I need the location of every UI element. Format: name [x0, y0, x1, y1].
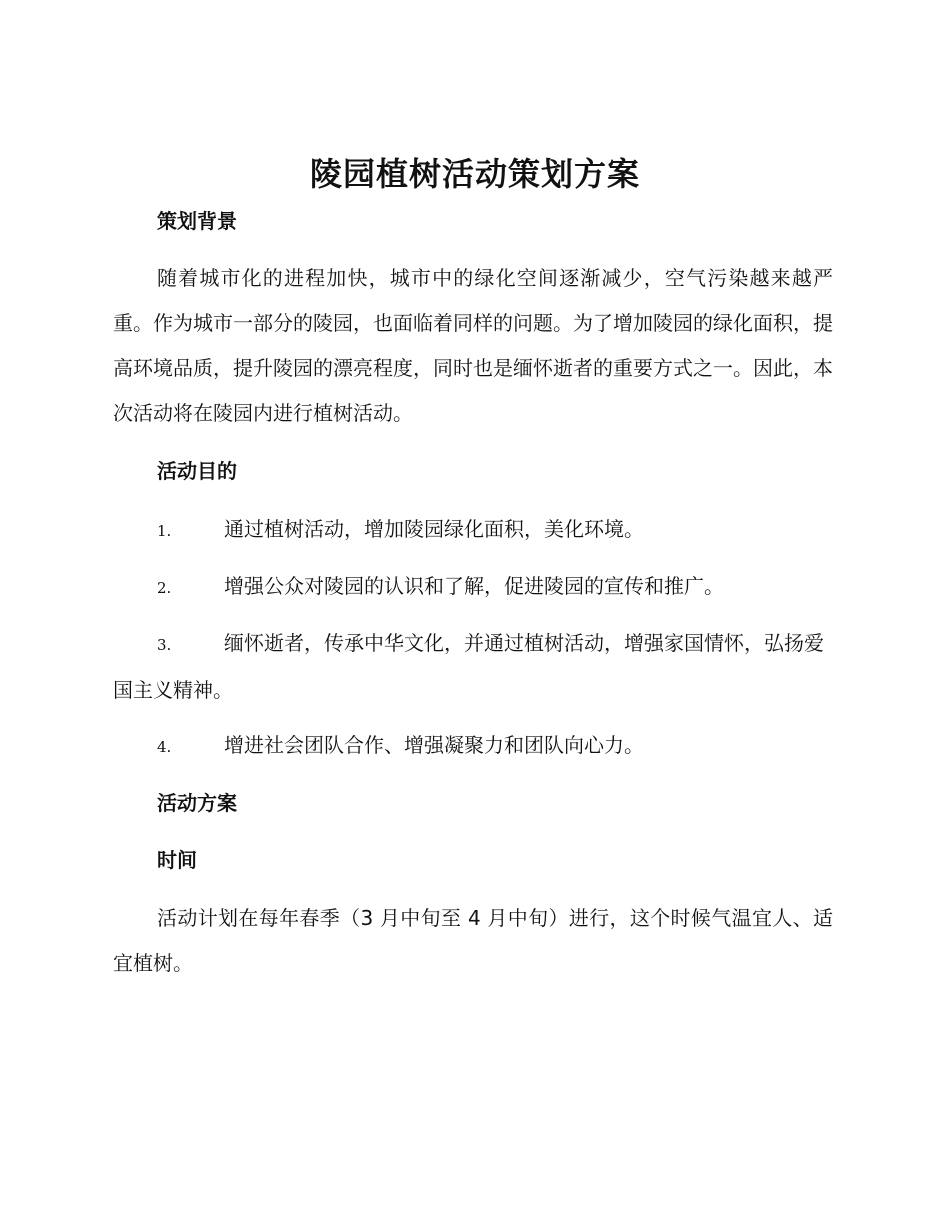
- list-item-text: 通过植树活动，增加陵园绿化面积，美化环境。: [224, 517, 644, 541]
- paragraph-background: 随着城市化的进程加快，城市中的绿化空间逐渐减少，空气污染越来越严重。作为城市一部分的陵园，也面临着同样的问题。为了增加陵园的绿化面积，提高环境品质，提升陵园的漂亮程度，同时也是缅怀逝者的重要方式之一。因此，本次活动将在陵园内进行植树活动。: [113, 266, 833, 425]
- purpose-list-item: [113, 507, 833, 554]
- document-title: 陵园植树活动策划方案: [309, 155, 640, 193]
- heading-purpose: 活动目的: [157, 459, 237, 483]
- purpose-list-item: [113, 723, 833, 770]
- list-item-text: 增进社会团队合作、增强凝聚力和团队向心力。: [224, 733, 644, 757]
- purpose-list-item: [113, 564, 833, 611]
- list-item-number: 2.: [157, 579, 172, 597]
- list-item-text: 增强公众对陵园的认识和了解，促进陵园的宣传和推广。: [224, 574, 724, 598]
- heading-time: 时间: [157, 848, 197, 872]
- paragraph-time: 活动计划在每年春季（3 月中旬至 4 月中旬）进行，这个时候气温宜人、适宜植树。: [113, 906, 833, 975]
- list-item-number: 4.: [157, 738, 172, 756]
- purpose-list-item: [113, 621, 833, 713]
- list-item-number: 3.: [157, 636, 172, 654]
- list-item-text: 缅怀逝者，传承中华文化，并通过植树活动，增强家国情怀，弘扬爱国主义精神。: [113, 631, 824, 702]
- heading-background: 策划背景: [157, 209, 237, 233]
- heading-plan: 活动方案: [157, 791, 237, 815]
- list-item-number: 1.: [157, 522, 172, 540]
